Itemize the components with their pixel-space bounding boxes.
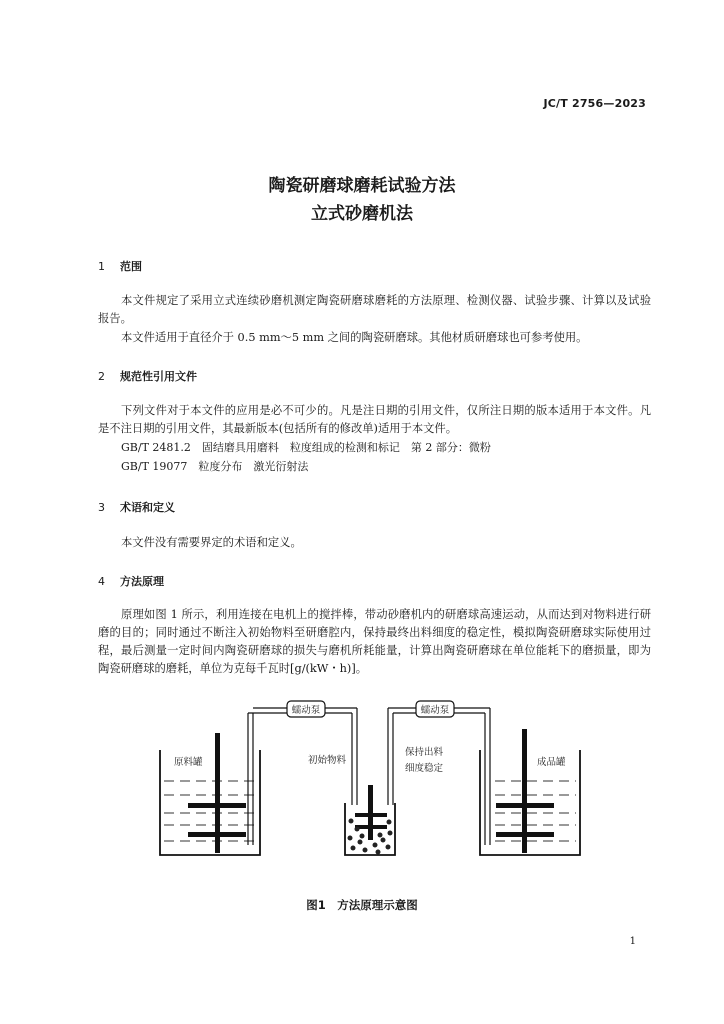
pump-right-label: 蠕动泵: [420, 705, 450, 716]
section-title: 规范性引用文件: [120, 370, 197, 383]
product-tank-label: 成品罐: [537, 757, 566, 768]
tank-left-label: 原料罐: [174, 757, 203, 768]
keep-fineness-label-1: 保持出料: [405, 747, 444, 758]
document-title: 陶瓷研磨球磨耗试验方法: [268, 176, 456, 196]
product-tank: [480, 729, 580, 855]
section-number: 4: [98, 575, 105, 588]
page-number: 1: [629, 936, 636, 947]
section-title: 术语和定义: [120, 501, 175, 514]
paragraph: 下列文件对于本文件的应用是必不可少的。凡是注日期的引用文件，仅所注日期的版本适用于本文件。凡是不注日期的引用文件，其最新版本(包括所有的修改单)适用于本文件。: [98, 404, 651, 435]
section-heading-1: [98, 258, 142, 274]
section-heading-3: [98, 499, 175, 515]
pump-left-label: 蠕动泵: [291, 705, 321, 716]
section-heading-4: [98, 573, 164, 589]
method-principle-figure: [150, 695, 590, 865]
raw-material-tank: [160, 713, 260, 855]
figure-caption: 图1 方法原理示意图: [306, 898, 418, 912]
section-number: 2: [98, 370, 105, 383]
reference-item: GB/T 2481.2 固结磨具用磨料 粒度组成的检测和标记 第 2 部分：微粉: [121, 441, 491, 454]
paragraph: 本文件没有需要界定的术语和定义。: [121, 536, 302, 549]
document-subtitle: 立式砂磨机法: [311, 204, 413, 224]
section-number: 3: [98, 501, 105, 514]
section-title: 范围: [120, 260, 142, 273]
keep-fineness-label-2: 细度稳定: [405, 763, 444, 774]
paragraph: 本文件规定了采用立式连续砂磨机测定陶瓷研磨球磨耗的方法原理、检测仪器、试验步骤、计算以及试验报告。: [98, 294, 651, 325]
reference-item: GB/T 19077 粒度分布 激光衍射法: [121, 460, 309, 473]
section-number: 1: [98, 260, 105, 273]
standard-number: JC/T 2756—2023: [543, 97, 646, 110]
paragraph: 原理如图 1 所示，利用连接在电机上的搅拌棒，带动砂磨机内的研磨球高速运动，从而达到对物料进行研磨的目的；同时通过不断注入初始物料至研磨腔内，保持最终出料细度的稳定性，模拟陶瓷研磨球实际使用过程，最后测量一定时间内陶瓷研磨球的损失与磨机所耗能量，计算出陶瓷研磨球在单位能耗下的磨损量，即为陶瓷研磨球的磨耗，单位为克每千瓦时[g/(kW・h)]。: [98, 608, 651, 675]
paragraph: 本文件适用于直径介于 0.5 mm～5 mm 之间的陶瓷研磨球。其他材质研磨球也可参考使用。: [121, 331, 588, 344]
initial-material-label: 初始物料: [308, 755, 347, 766]
section-title: 方法原理: [120, 575, 164, 588]
section-heading-2: [98, 368, 197, 384]
